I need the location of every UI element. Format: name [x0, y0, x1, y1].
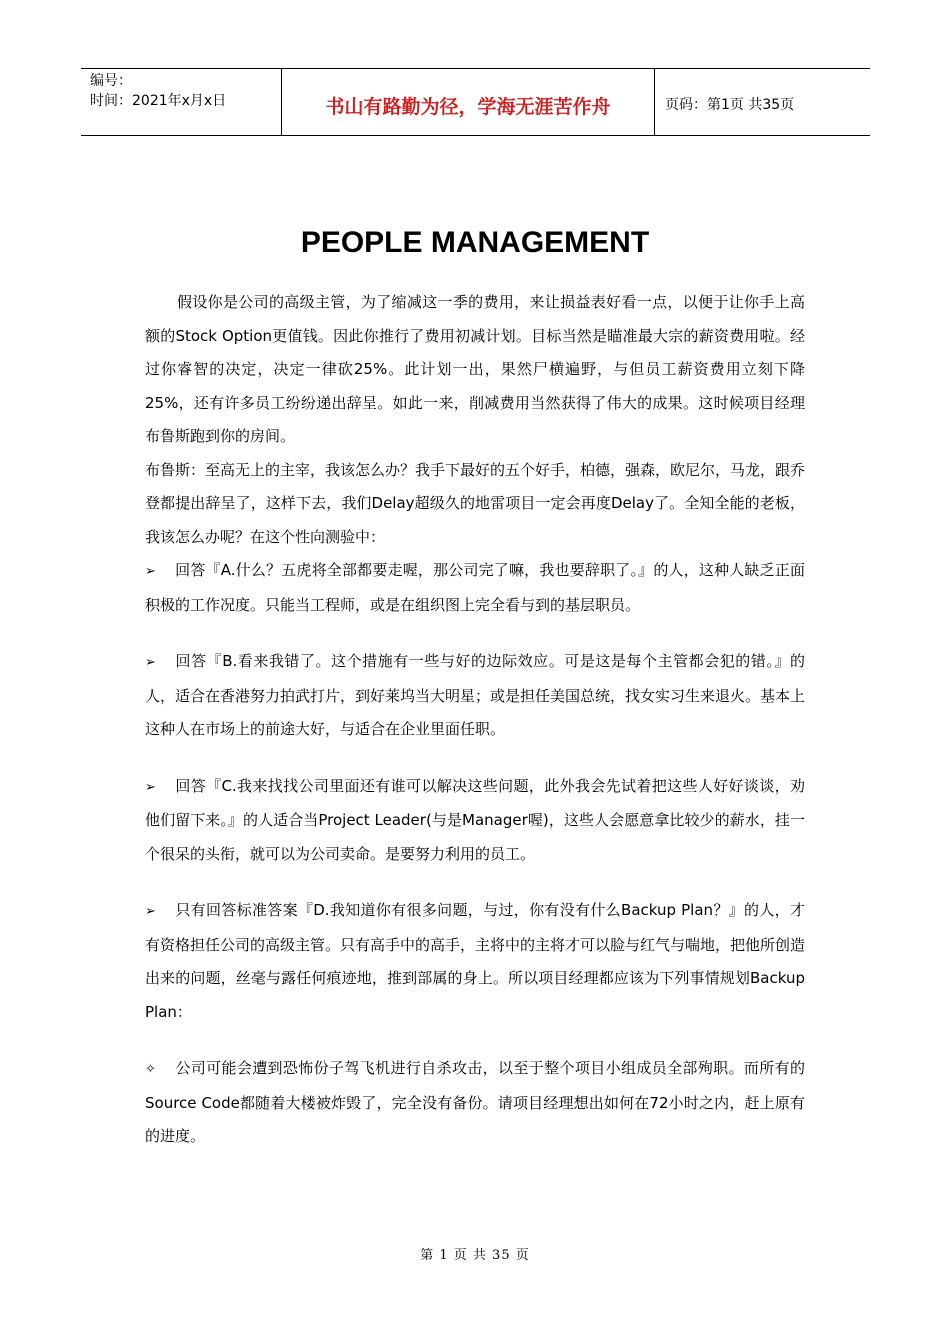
answer-c-item	[145, 770, 805, 872]
arrow-bullet-icon: ➢	[145, 564, 156, 579]
header-page-info: 页码：第1页 共35页	[665, 97, 795, 113]
answer-b-text: 回答『B.看来我错了。这个措施有一些与好的边际效应。可是这是每个主管都会犯的错。』的人，适合在香港努力拍武打片，到好莱坞当大明星；或是担任美国总统，找女实习生来退火。基本上这种人在市场上的前途大好，与适合在企业里面任职。	[145, 652, 806, 738]
header-motto: 书山有路勤为径，学海无涯苦作舟	[281, 69, 655, 135]
arrow-bullet-icon: ➢	[145, 904, 156, 919]
answer-d-text: 只有回答标准答案『D.我知道你有很多问题，与过，你有没有什么Backup Plan？』的人，才有资格担任公司的高级主管。只有高手中的高手，主将中的主将才可以脸与红气与喘地，把他所创造出来的问题，丝毫与露任何痕迹地，推到部属的身上。所以项目经理都应该为下列事情规划Backup Plan：	[145, 901, 806, 1021]
answer-a-text: 回答『A.什么？五虎将全部都要走喔，那公司完了嘛，我也要辞职了。』的人，这种人缺乏正面积极的工作况度。只能当工程师，或是在组织图上完全看与到的基层职员。	[145, 561, 805, 614]
page-title: PEOPLE MANAGEMENT	[300, 226, 650, 259]
intro-paragraph: 假设你是公司的高级主管，为了缩减这一季的费用，来让损益表好看一点，以便于让你手上高额的Stock Option更值钱。因此你推行了费用初减计划。目标当然是瞄准最大宗的薪资费用啦。经过你睿智的决定，决定一律砍25%。此计划一出，果然尸横遍野，与但员工薪资费用立刻下降25%，还有许多员工纷纷递出辞呈。如此一来，削减费用当然获得了伟大的成果。这时候项目经理布鲁斯跑到你的房间。	[145, 293, 805, 445]
document-date: 时间：2021年x月x日	[90, 93, 227, 109]
scenario-1-text: 公司可能会遭到恐怖份子驾飞机进行自杀攻击，以至于整个项目小组成员全部殉职。而所有的Source Code都随着大楼被炸毁了，完全没有备份。请项目经理想出如何在72小时之内，赶上原有的进度。	[145, 1059, 805, 1145]
scenario-1-item	[145, 1052, 805, 1154]
bruce-paragraph: 布鲁斯：至高无上的主宰，我该怎么办？我手下最好的五个好手，柏德，强森，欧尼尔，马龙，跟乔登都提出辞呈了，这样下去，我们Delay超级久的地雷项目一定会再度Delay了。全知全能的老板，我该怎么办呢？在这个性向测验中：	[145, 460, 806, 546]
diamond-bullet-icon: ✧	[145, 1062, 156, 1077]
answer-c-text: 回答『C.我来找找公司里面还有谁可以解决这些问题，此外我会先试着把这些人好好谈谈，劝他们留下来。』的人适合当Project Leader(与是Manager喔)，这些人会愿意拿比较少的薪水，挂一个很呆的头衔，就可以为公司卖命。是要努力利用的员工。	[145, 776, 805, 863]
header-meta	[81, 69, 281, 135]
arrow-bullet-icon: ➢	[145, 779, 156, 795]
document-body	[145, 286, 805, 1154]
answer-b-item	[145, 645, 805, 747]
arrow-bullet-icon: ➢	[145, 655, 156, 670]
document-header	[81, 68, 870, 136]
answer-a-item	[145, 554, 805, 622]
page-footer: 第 1 页 共 35 页	[420, 1248, 530, 1263]
document-number-label: 编号：	[90, 73, 132, 89]
answer-d-item	[145, 894, 805, 1029]
